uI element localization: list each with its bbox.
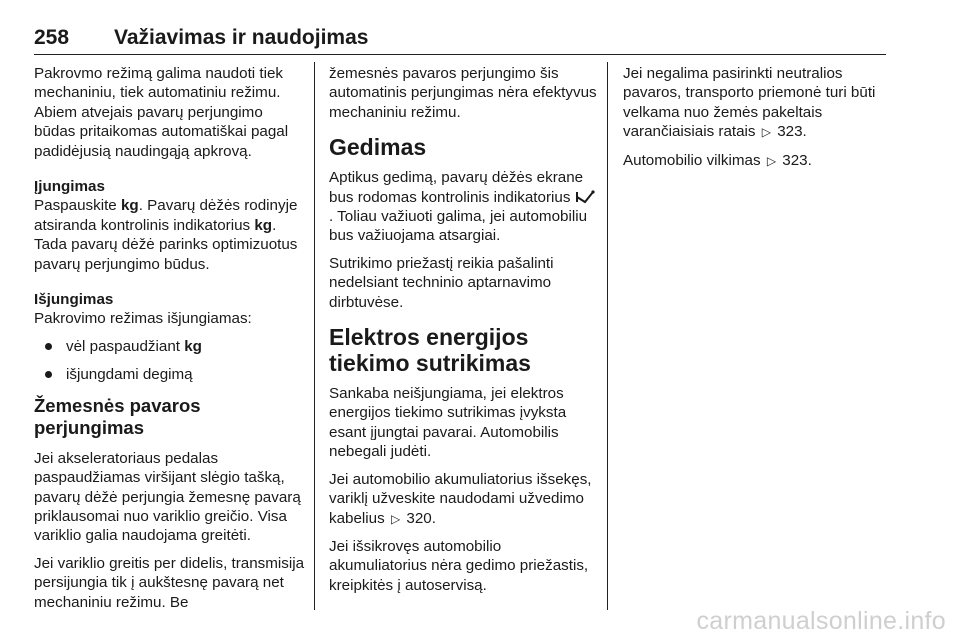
towing-paragraph: Automobilio vilkimas ▷ 323. [623, 151, 812, 169]
off-intro: Pakrovimo režimas išjungiamas: [34, 310, 252, 328]
wrench-gearbox-icon [575, 190, 595, 204]
column-divider-left [314, 62, 315, 610]
section-heading-fault: Gedimas [329, 134, 427, 161]
power-paragraph-1: Sankaba neišjungiama, jei elektros energijos tiekimo sutrikimas įvyksta esant įjungtai pavarai. Automobilis nebegali judėti. [329, 385, 567, 461]
list-item: išjungdami degimą [34, 365, 306, 384]
neutral-paragraph: Jei negalima pasirinkti neutralios pavaros, transporto priemonė turi būti velkama nuo žemės pakeltais varančiaisiais ratais ▷ 323. [623, 65, 876, 141]
column-middle [329, 64, 597, 603]
page-title: Važiavimas ir naudojimas [114, 26, 369, 49]
fault-paragraph-2: Sutrikimo priežastį reikia pašalinti nedelsiant techninio aptarnavimo dirbtuvėse. [329, 254, 554, 311]
section-heading-on: Įjungimas [34, 178, 105, 196]
continued-paragraph: žemesnės pavaros perjungimo šis automatinis perjungimas nėra efektyvus mechaniniu režimu. [329, 65, 597, 121]
page-reference-icon[interactable]: ▷ [761, 125, 771, 140]
page-header [34, 26, 886, 55]
off-list [34, 337, 306, 385]
section-heading-power: Elektros energijos tiekimo sutrikimas [329, 324, 531, 377]
on-paragraph: Paspauskite kg. Pavarų dėžės rodinyje atsiranda kontrolinis indikatorius kg. Tada pavarų dėžė parinks optimizuotus pavarų perjungimo būdus. [34, 197, 298, 273]
column-divider-right [607, 62, 608, 610]
page-reference-icon[interactable]: ▷ [766, 153, 777, 168]
intro-paragraph: Pakrovmo režimą galima naudoti tiek mechaniniu, tiek automatiniu režimu. Abiem atvejais pavarų perjungimo būdas pritaikomas automatiškai pagal padidėjusią naudingąją apkrovą. [34, 65, 289, 160]
watermark: carmanualsonline.info [696, 607, 946, 635]
kg-indicator-label: kg [254, 216, 273, 234]
column-right [623, 64, 895, 179]
power-paragraph-2: Jei automobilio akumuliatorius išsekęs, variklį užveskite naudodami užvedimo kabelius ▷ 320. [329, 470, 592, 527]
section-heading-downshift: Žemesnės pavaros perjungimas [34, 394, 201, 438]
kg-key-label: kg [120, 197, 139, 215]
fault-paragraph-1: Aptikus gedimą, pavarų dėžės ekrane bus rodomas kontrolinis indikatorius . Toliau važiuoti galima, jei automobiliu bus važiuojama atsargiai. [329, 168, 597, 246]
section-heading-off: Išjungimas [34, 291, 114, 309]
column-left [34, 64, 306, 620]
power-paragraph-3: Jei išsikrovęs automobilio akumuliatorius nėra gedimo priežastis, kreipkitės į autoservisą. [329, 537, 589, 594]
page-number: 258 [34, 26, 70, 49]
page-reference-icon[interactable]: ▷ [390, 511, 401, 526]
downshift-paragraph-2: Jei variklio greitis per didelis, transmisija persijungia tik į aukštesnę pavarą net mechaniniu režimu. Be [34, 554, 305, 611]
list-item: vėl paspaudžiant kg [34, 337, 306, 356]
downshift-paragraph-1: Jei akseleratoriaus pedalas paspaudžiamas viršijant slėgio tašką, pavarų dėžė perjungia žemesnę pavarą priklausomai nuo variklio greičio. Visa variklio galia naudojama greitėti. [34, 449, 301, 545]
